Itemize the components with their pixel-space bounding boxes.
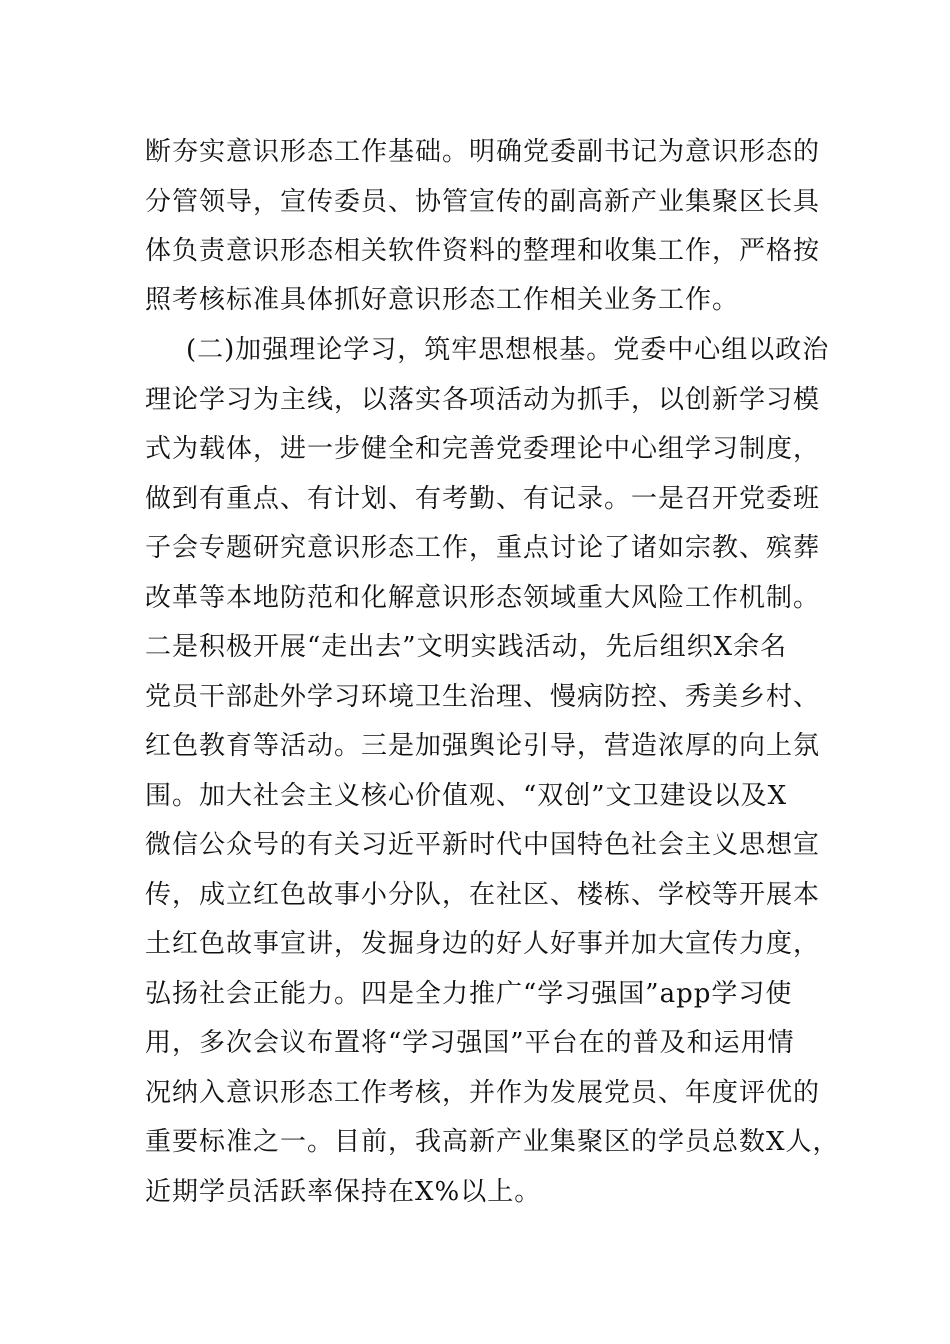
text-line: 土红色故事宣讲，发掘身边的好人好事并加大宣传力度，: [145, 929, 821, 959]
text-line: 式为载体，进一步健全和完善党委理论中心组学习制度，: [145, 434, 821, 464]
paragraph-start-line: (二)加强理论学习，筑牢思想根基。党委中心组以政治: [186, 335, 830, 365]
text-line: 围。加大社会主义核心价值观、“双创”文卫建设以及X: [145, 781, 788, 811]
text-line: 做到有重点、有计划、有考勤、有记录。一是召开党委班: [145, 484, 821, 514]
text-line: 红色教育等活动。三是加强舆论引导，营造浓厚的向上氛: [145, 731, 821, 761]
text-line: 况纳入意识形态工作考核，并作为发展党员、年度评优的: [145, 1078, 821, 1108]
text-line: 二是积极开展“走出去”文明实践活动，先后组织X余名: [145, 632, 788, 662]
text-line: 传，成立红色故事小分队，在社区、楼栋、学校等开展本: [145, 880, 821, 910]
text-line: 微信公众号的有关习近平新时代中国特色社会主义思想宣: [145, 830, 821, 860]
text-line: 断夯实意识形态工作基础。明确党委副书记为意识形态的: [145, 137, 821, 167]
text-line: 党员干部赴外学习环境卫生治理、慢病防控、秀美乡村、: [145, 682, 821, 712]
text-line: 重要标准之一。目前，我高新产业集聚区的学员总数X人，: [145, 1127, 840, 1157]
text-line: 分管领导，宣传委员、协管宣传的副高新产业集聚区长具: [145, 187, 821, 217]
text-line: 理论学习为主线，以落实各项活动为抓手，以创新学习模: [145, 385, 821, 415]
text-line: 改革等本地防范和化解意识形态领域重大风险工作机制。: [145, 583, 821, 613]
text-line: 弘扬社会正能力。四是全力推广“学习强国”app学习使: [145, 979, 793, 1009]
text-line: 体负责意识形态相关软件资料的整理和收集工作，严格按: [145, 236, 821, 266]
text-line: 子会专题研究意识形态工作，重点讨论了诸如宗教、殡葬: [145, 533, 821, 563]
text-line: 用，多次会议布置将“学习强国”平台在的普及和运用情: [145, 1028, 795, 1058]
text-line: 照考核标准具体抓好意识形态工作相关业务工作。: [145, 285, 740, 315]
text-line: 近期学员活跃率保持在X%以上。: [145, 1177, 542, 1207]
